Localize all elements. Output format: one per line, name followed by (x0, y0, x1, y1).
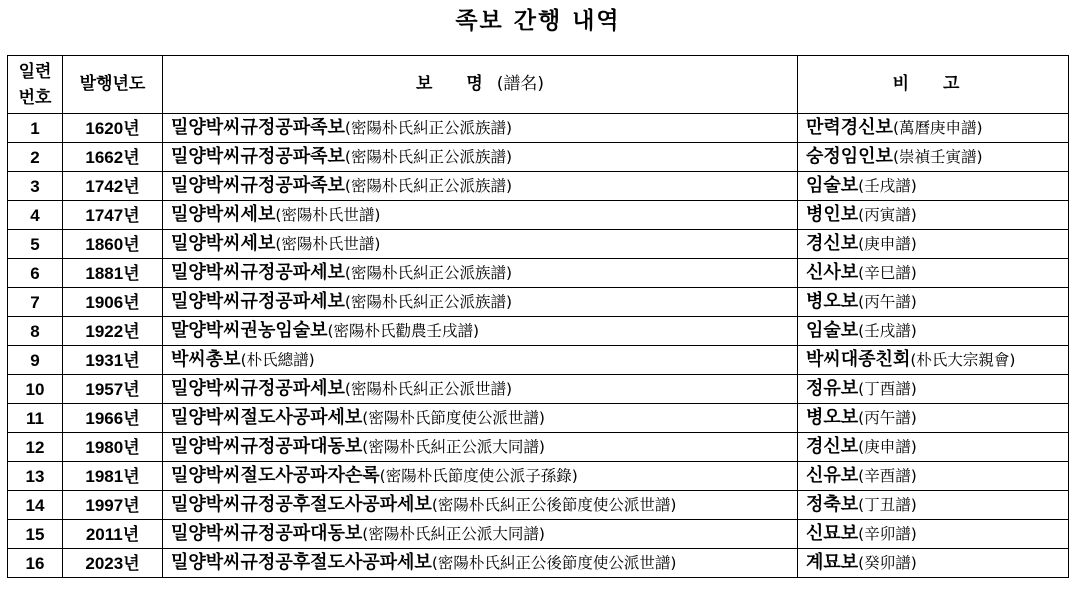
remarks-hanja: (丁酉譜) (858, 380, 917, 398)
remarks-hanja: (丙午譜) (858, 293, 917, 311)
genealogy-name-hanja: (密陽朴氏糾正公派族譜) (344, 264, 512, 282)
genealogy-name-hanja: (密陽朴氏糾正公派大同譜) (362, 438, 545, 456)
serial-number-cell: 3 (8, 172, 63, 201)
table-row (8, 114, 1069, 143)
remarks-korean: 박씨대종친회 (806, 349, 911, 370)
genealogy-name-korean: 밀양박씨규정공파족보 (171, 146, 345, 167)
genealogy-name-hanja: (密陽朴氏糾正公後節度使公派世譜) (431, 554, 677, 572)
serial-number-cell: 10 (8, 375, 63, 404)
genealogy-name-cell (163, 520, 798, 549)
genealogy-name-korean: 밀양박씨세보 (171, 204, 276, 225)
remarks-cell (798, 317, 1069, 346)
table-body (8, 114, 1069, 578)
remarks-cell (798, 549, 1069, 578)
publication-year-cell: 1957년 (63, 375, 163, 404)
genealogy-name-hanja: (密陽朴氏糾正公派大同譜) (362, 525, 545, 543)
remarks-hanja: (壬戌譜) (858, 322, 917, 340)
publication-year-cell: 2023년 (63, 549, 163, 578)
genealogy-name-hanja: (密陽朴氏糾正公派族譜) (344, 177, 512, 195)
remarks-korean: 정축보 (806, 494, 859, 515)
publication-year-cell: 1922년 (63, 317, 163, 346)
remarks-hanja: (丙寅譜) (858, 206, 917, 224)
table-row (8, 288, 1069, 317)
remarks-cell (798, 520, 1069, 549)
remarks-korean: 신유보 (806, 465, 859, 486)
serial-number-cell: 16 (8, 549, 63, 578)
genealogy-name-cell (163, 172, 798, 201)
remarks-korean: 신사보 (806, 262, 859, 283)
table-row (8, 462, 1069, 491)
remarks-hanja: (崇禎壬寅譜) (892, 148, 983, 166)
remarks-hanja: (庚申譜) (858, 235, 917, 253)
serial-number-cell: 13 (8, 462, 63, 491)
genealogy-name-hanja: (密陽朴氏世譜) (275, 235, 381, 253)
genealogy-name-cell (163, 317, 798, 346)
genealogy-name-hanja: (密陽朴氏糾正公派族譜) (344, 293, 512, 311)
serial-number-cell: 7 (8, 288, 63, 317)
publication-year-cell: 1881년 (63, 259, 163, 288)
genealogy-name-hanja: (朴氏總譜) (240, 351, 315, 369)
genealogy-name-korean: 밀양박씨규정공파세보 (171, 378, 345, 399)
genealogy-name-korean: 밀양박씨규정공파세보 (171, 291, 345, 312)
remarks-cell (798, 259, 1069, 288)
remarks-hanja: (朴氏大宗親會) (910, 351, 1016, 369)
genealogy-name-korean: 밀양박씨규정공파족보 (171, 175, 345, 196)
remarks-korean: 정유보 (806, 378, 859, 399)
genealogy-name-korean: 밀양박씨규정공파대동보 (171, 436, 363, 457)
genealogy-name-hanja: (密陽朴氏糾正公派族譜) (344, 148, 512, 166)
publication-year-cell: 1620년 (63, 114, 163, 143)
header-name-korean: 보 명 (415, 74, 497, 94)
table-row (8, 375, 1069, 404)
serial-number-cell: 11 (8, 404, 63, 433)
remarks-hanja: (辛酉譜) (858, 467, 917, 485)
header-remarks (798, 56, 1069, 114)
header-serial-line2: 번호 (18, 87, 52, 108)
genealogy-name-hanja: (密陽朴氏糾正公派族譜) (344, 119, 512, 137)
serial-number-cell: 12 (8, 433, 63, 462)
remarks-cell (798, 433, 1069, 462)
publication-year-cell: 1662년 (63, 143, 163, 172)
publication-year-cell: 1906년 (63, 288, 163, 317)
header-serial-line1: 일련 (18, 61, 52, 82)
table-row (8, 317, 1069, 346)
table-row (8, 491, 1069, 520)
serial-number-cell: 5 (8, 230, 63, 259)
header-publication-year: 발행년도 (63, 56, 163, 114)
genealogy-name-korean: 밀양박씨규정공후절도사공파세보 (171, 494, 432, 515)
publication-year-cell: 1742년 (63, 172, 163, 201)
remarks-cell (798, 375, 1069, 404)
remarks-hanja: (辛卯譜) (858, 525, 917, 543)
table-row (8, 172, 1069, 201)
remarks-hanja: (辛巳譜) (858, 264, 917, 282)
remarks-hanja: (壬戌譜) (858, 177, 917, 195)
table-row (8, 259, 1069, 288)
genealogy-name-cell (163, 375, 798, 404)
header-genealogy-name (163, 56, 798, 114)
remarks-cell (798, 201, 1069, 230)
remarks-cell (798, 491, 1069, 520)
genealogy-name-korean: 밀양박씨규정공파세보 (171, 262, 345, 283)
remarks-cell (798, 462, 1069, 491)
genealogy-name-korean: 밀양박씨세보 (171, 233, 276, 254)
genealogy-name-korean: 밀양박씨절도사공파세보 (171, 407, 363, 428)
genealogy-name-cell (163, 433, 798, 462)
remarks-hanja: (庚申譜) (858, 438, 917, 456)
publication-year-cell: 1860년 (63, 230, 163, 259)
serial-number-cell: 6 (8, 259, 63, 288)
serial-number-cell: 9 (8, 346, 63, 375)
serial-number-cell: 14 (8, 491, 63, 520)
genealogy-name-korean: 밀양박씨규정공파족보 (171, 117, 345, 138)
genealogy-name-korean: 밀양박씨규정공파대동보 (171, 523, 363, 544)
table-row (8, 230, 1069, 259)
genealogy-name-cell (163, 201, 798, 230)
remarks-korean: 경신보 (806, 436, 859, 457)
remarks-korean: 병오보 (806, 291, 859, 312)
genealogy-name-cell (163, 230, 798, 259)
genealogy-name-cell (163, 288, 798, 317)
remarks-cell (798, 288, 1069, 317)
remarks-cell (798, 404, 1069, 433)
genealogy-name-cell (163, 462, 798, 491)
table-row (8, 404, 1069, 433)
remarks-hanja: (萬曆庚申譜) (892, 119, 983, 137)
remarks-cell (798, 143, 1069, 172)
publication-year-cell: 2011년 (63, 520, 163, 549)
table-row (8, 433, 1069, 462)
remarks-cell (798, 114, 1069, 143)
remarks-korean: 임술보 (806, 175, 859, 196)
genealogy-publication-table (7, 55, 1069, 578)
remarks-cell (798, 346, 1069, 375)
table-row (8, 346, 1069, 375)
genealogy-name-cell (163, 491, 798, 520)
remarks-korean: 만력경신보 (806, 117, 893, 138)
remarks-korean: 숭정임인보 (806, 146, 893, 167)
genealogy-name-korean: 밀양박씨절도사공파자손록 (171, 465, 380, 486)
remarks-hanja: (癸卯譜) (858, 554, 917, 572)
genealogy-name-hanja: (密陽朴氏節度使公派子孫錄) (379, 467, 578, 485)
table-row (8, 201, 1069, 230)
remarks-cell (798, 230, 1069, 259)
serial-number-cell: 4 (8, 201, 63, 230)
publication-year-cell: 1747년 (63, 201, 163, 230)
header-remarks-label: 비 고 (892, 74, 974, 94)
remarks-cell (798, 172, 1069, 201)
genealogy-name-cell (163, 114, 798, 143)
remarks-korean: 병오보 (806, 407, 859, 428)
remarks-hanja: (丙午譜) (858, 409, 917, 427)
genealogy-name-cell (163, 404, 798, 433)
genealogy-name-hanja: (密陽朴氏糾正公後節度使公派世譜) (431, 496, 677, 514)
remarks-korean: 신묘보 (806, 523, 859, 544)
page-title: 족보 간행 내역 (455, 8, 621, 34)
genealogy-name-korean: 박씨총보 (171, 349, 241, 370)
serial-number-cell: 15 (8, 520, 63, 549)
genealogy-name-cell (163, 259, 798, 288)
header-name-hanja: (譜名) (496, 74, 545, 94)
genealogy-name-hanja: (密陽朴氏世譜) (275, 206, 381, 224)
table-row (8, 143, 1069, 172)
table-header-row (8, 56, 1069, 114)
genealogy-name-cell (163, 549, 798, 578)
genealogy-name-hanja: (密陽朴氏糾正公派世譜) (344, 380, 512, 398)
serial-number-cell: 2 (8, 143, 63, 172)
remarks-hanja: (丁丑譜) (858, 496, 917, 514)
serial-number-cell: 8 (8, 317, 63, 346)
genealogy-name-korean: 말양박씨권농임술보 (171, 320, 328, 341)
publication-year-cell: 1981년 (63, 462, 163, 491)
serial-number-cell: 1 (8, 114, 63, 143)
table-row (8, 549, 1069, 578)
publication-year-cell: 1931년 (63, 346, 163, 375)
genealogy-name-hanja: (密陽朴氏勸農壬戌譜) (327, 322, 480, 340)
header-serial-number (8, 56, 63, 114)
genealogy-name-cell (163, 143, 798, 172)
genealogy-name-korean: 밀양박씨규정공후절도사공파세보 (171, 552, 432, 573)
publication-year-cell: 1997년 (63, 491, 163, 520)
publication-year-cell: 1966년 (63, 404, 163, 433)
genealogy-name-cell (163, 346, 798, 375)
remarks-korean: 경신보 (806, 233, 859, 254)
remarks-korean: 임술보 (806, 320, 859, 341)
remarks-korean: 병인보 (806, 204, 859, 225)
genealogy-name-hanja: (密陽朴氏節度使公派世譜) (362, 409, 545, 427)
table-row (8, 520, 1069, 549)
publication-year-cell: 1980년 (63, 433, 163, 462)
remarks-korean: 계묘보 (806, 552, 859, 573)
